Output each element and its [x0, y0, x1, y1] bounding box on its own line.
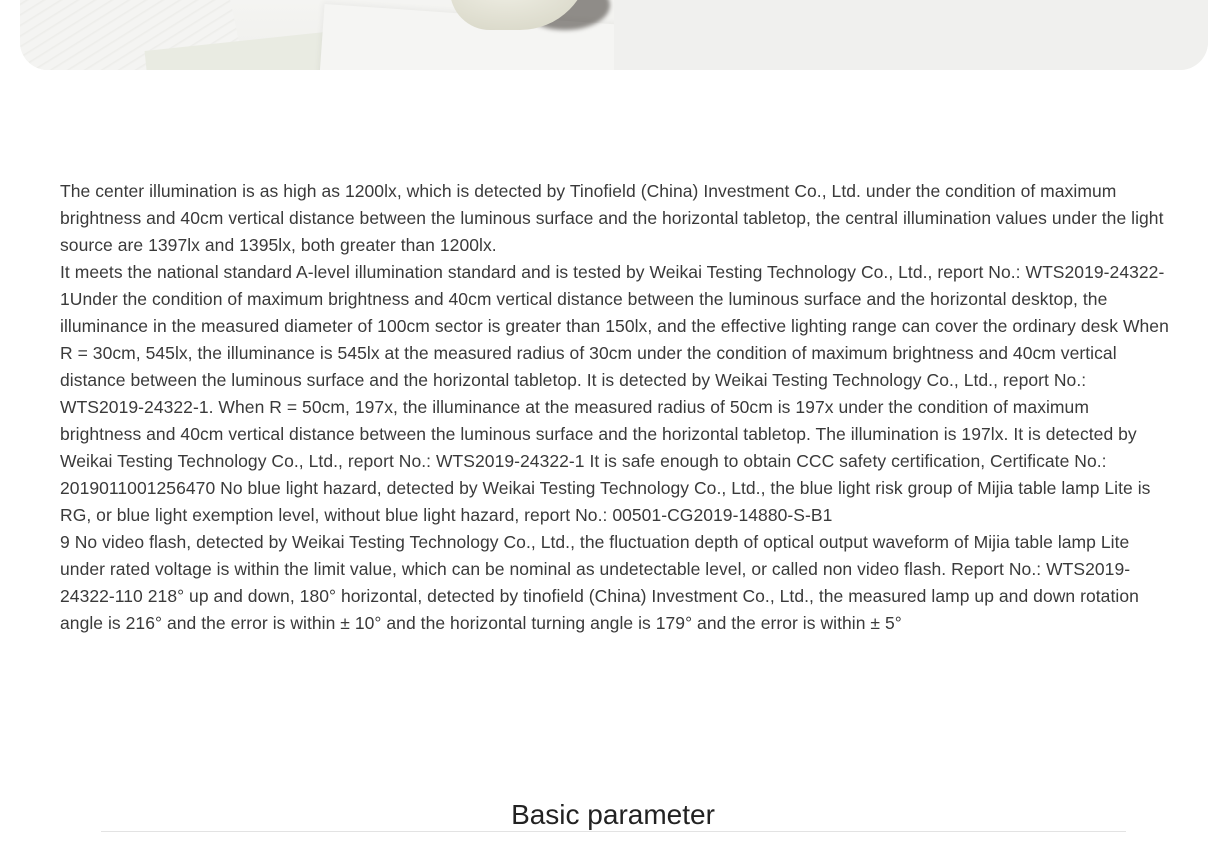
product-description: [60, 178, 1170, 637]
product-banner-card: [20, 0, 1208, 70]
description-paragraph-flicker-rotation: 9 No video flash, detected by Weikai Testing Technology Co., Ltd., the fluctuation depth of optical output waveform of Mijia table lamp Lite under rated voltage is within the limit value, which can be nominal as undetectable level, or called non video flash. Report No.: WTS2019-24322-110 218° up and down, 180° horizontal, detected by tinofield (China) Investment Co., Ltd., the measured lamp up and down rotation angle is 216° and the error is within ± 10° and the horizontal turning angle is 179° and the error is within ± 5°: [60, 532, 1139, 633]
section-divider: [101, 831, 1126, 832]
lamp-product-image: [20, 0, 614, 70]
description-paragraph-standards: It meets the national standard A-level illumination standard and is tested by Weikai Testing Technology Co., Ltd., report No.: WTS2019-24322-1Under the condition of maximum brightness and 40cm vertical distance between the luminous surface and the horizontal desktop, the illuminance in the measured diameter of 100cm sector is greater than 150lx, and the effective lighting range can cover the ordinary desk When R = 30cm, 545lx, the illuminance is 545lx at the measured radius of 30cm under the condition of maximum brightness and 40cm vertical distance between the luminous surface and the horizontal tabletop. It is detected by Weikai Testing Technology Co., Ltd., report No.: WTS2019-24322-1. When R = 50cm, 197x, the illuminance at the measured radius of 50cm is 197x under the condition of maximum brightness and 40cm vertical distance between the luminous surface and the horizontal tabletop. The illumination is 197lx. It is detected by Weikai Testing Technology Co., Ltd., report No.: WTS2019-24322-1 It is safe enough to obtain CCC safety certification, Certificate No.: 2019011001256470 No blue light hazard, detected by Weikai Testing Technology Co., Ltd., the blue light risk group of Mijia table lamp Lite is RG, or blue light exemption level, without blue light hazard, report No.: 00501-CG2019-14880-S-B1: [60, 262, 1169, 525]
banner-side-panel: [614, 0, 1208, 70]
section-title: Basic parameter: [511, 799, 715, 830]
description-paragraph-illumination: The center illumination is as high as 1200lx, which is detected by Tinofield (China) Investment Co., Ltd. under the condition of maximum brightness and 40cm vertical distance between the luminous surface and the horizontal tabletop, the central illumination values under the light source are 1397lx and 1395lx, both greater than 1200lx.: [60, 181, 1164, 255]
